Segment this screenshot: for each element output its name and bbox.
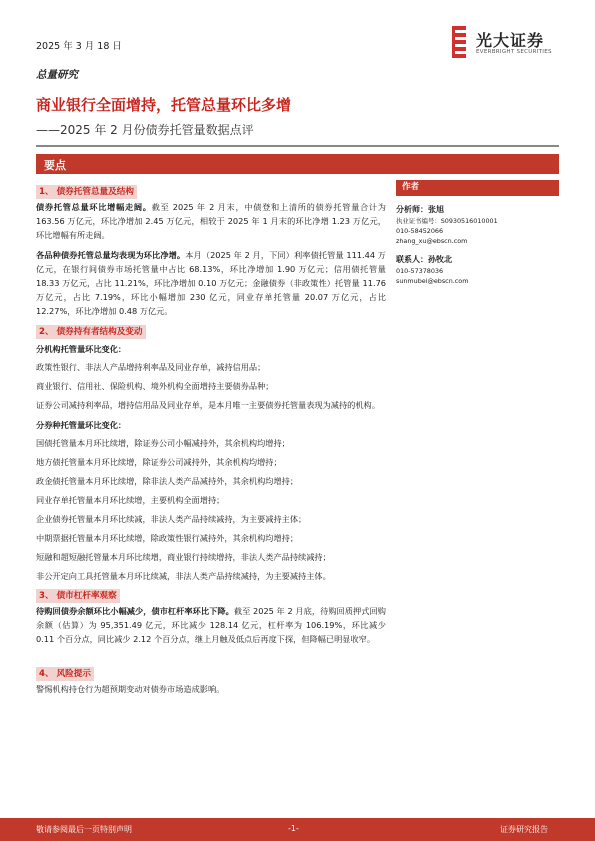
institution-change-heading: 分机构托管量环比变化： xyxy=(36,344,127,354)
page-number: -1- xyxy=(288,824,299,833)
analyst-phone: 010-58452066 xyxy=(396,227,444,235)
report-date: 2025 年 3 月 18 日 xyxy=(36,41,122,52)
author-bar xyxy=(396,180,559,196)
bond-type-item: 政金债托管量本月环比续增，除非法人类产品减持外，其余机构均增持； xyxy=(36,476,299,486)
bond-type-item: 短融和超短融托管量本月环比续增，商业银行持续增持，非法人类产品持续减持； xyxy=(36,552,331,562)
section-3-paragraph: 待购回债券余额环比小幅减少，债市杠杆率环比下降。截至 2025 年 2 月底，待购回质押式回购余额（估算）为 95,351.49 亿元，环比减少 128.14 亿元，杠杆率为 106.19%，环比减少 0.11 个百分点，同比减少 2.12 个百分点，继上月触及低点后再度下探，但降幅已明显收窄。 xyxy=(36,606,386,644)
bond-type-item: 中期票据托管量本月环比续增，除政策性银行减持外，其余机构均增持； xyxy=(36,533,299,543)
contact-phone: 010-57378036 xyxy=(396,267,444,275)
analyst-cert: 执业证书编号：S0930516010001 xyxy=(396,217,498,225)
report-category: 总量研究 xyxy=(36,69,78,81)
section-4-heading: 4、 风险提示 xyxy=(36,666,386,682)
logo-mark-icon xyxy=(452,26,466,58)
title-divider xyxy=(36,145,559,147)
page-footer xyxy=(0,818,595,841)
section-3-heading: 3、 债市杠杆率观察 xyxy=(36,588,386,604)
institution-item: 证券公司减持利率品，增持信用品及同业存单，是本月唯一主要债券托管量表现为减持的机构。 xyxy=(36,400,380,410)
footer-disclaimer: 敬请参阅最后一页特别声明 xyxy=(36,825,132,834)
institution-item: 商业银行、信用社、保险机构、境外机构全面增持主要债券品种； xyxy=(36,381,274,391)
company-logo xyxy=(452,26,562,62)
author-label: 作者 xyxy=(402,182,420,192)
section-1-paragraph-1: 债券托管总量环比增幅走阔。截至 2025 年 2 月末，中债登和上清所的债券托管量合计为 163.56 万亿元，环比净增加 2.45 万亿元，相较于 2025 年 1 月末的环比净增 1.23 万亿元，环比增幅有所走阔。 xyxy=(36,202,386,240)
footer-report-type: 证券研究报告 xyxy=(500,825,548,834)
section-1-heading: 1、 债券托管总量及结构 xyxy=(36,184,386,200)
analyst-email[interactable]: zhang_xu@ebscn.com xyxy=(396,237,468,245)
contact-email[interactable]: sunmubei@ebscn.com xyxy=(396,277,469,285)
bond-type-item: 国债托管量本月环比续增，除证券公司小幅减持外，其余机构均增持； xyxy=(36,438,290,448)
section-1-paragraph-2: 各品种债券托管总量均表现为环比净增。本月（2025 年 2 月，下同）利率债托管量 111.44 万亿元，在银行间债券市场托管量中占比 68.13%，环比净增加 1.90 万亿元；信用债托管量 18.33 万亿元，占比 11.21%，环比净增加 0.10 万亿元；金融债券（非政策性）托管量 11.76 万亿元，占比 7.19%，环比小幅增加 230 亿元，同业存单托管量 20.07 万亿元，占比 12.27%，环比净增加 0.48 万亿元。 xyxy=(36,250,386,316)
section-2-heading: 2、 债券持有者结构及变动 xyxy=(36,324,386,340)
logo-text-en: EVERBRIGHT SECURITIES xyxy=(476,49,552,55)
analyst-name-line: 分析师：张旭 xyxy=(396,205,444,214)
bond-type-item: 企业债券托管量本月环比续减，非法人类产品持续减持，为主要减持主体； xyxy=(36,514,307,524)
logo-text-cn: 光大证券 xyxy=(476,31,545,50)
section-4-paragraph: 警惕机构持仓行为超预期变动对债券市场造成影响。 xyxy=(36,684,225,694)
bond-type-item: 非公开定向工具托管量本月环比续减，非法人类产品持续减持，为主要减持主体。 xyxy=(36,571,331,581)
bond-type-change-heading: 分券种托管量环比变化： xyxy=(36,420,127,430)
key-points-label: 要点 xyxy=(44,159,66,172)
contact-name-line: 联系人：孙牧北 xyxy=(396,255,452,264)
bond-type-item: 地方债托管量本月环比续增，除证券公司减持外，其余机构均增持； xyxy=(36,457,282,467)
main-content xyxy=(36,184,386,702)
author-sidebar xyxy=(396,180,559,286)
report-title: 商业银行全面增持，托管总量环比多增 xyxy=(36,96,292,114)
bond-type-item: 同业存单托管量本月环比续增，主要机构全面增持； xyxy=(36,495,225,505)
key-points-bar xyxy=(36,154,559,174)
institution-item: 政策性银行、非法人产品增持利率品及同业存单，减持信用品； xyxy=(36,362,266,372)
report-subtitle: ——2025 年 2 月份债券托管量数据点评 xyxy=(36,123,254,137)
